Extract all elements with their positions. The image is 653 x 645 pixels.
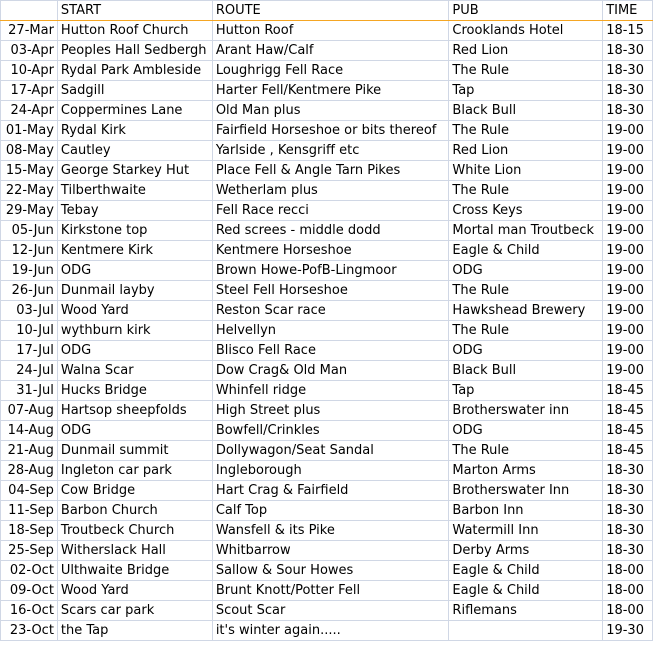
table-row	[1, 61, 653, 81]
pub-cell[interactable]: Brotherswater Inn	[449, 481, 603, 501]
route-cell[interactable]: Wetherlam plus	[212, 181, 449, 201]
route-cell[interactable]: Bowfell/Crinkles	[212, 421, 449, 441]
table-row	[1, 101, 653, 121]
start-cell[interactable]: Rydal Kirk	[57, 121, 212, 141]
start-cell[interactable]: Ingleton car park	[57, 461, 212, 481]
route-cell[interactable]: Whinfell ridge	[212, 381, 449, 401]
time-cell[interactable]: 19-00	[603, 141, 653, 161]
date-cell[interactable]: 16-Oct	[1, 601, 58, 621]
table-row	[1, 541, 653, 561]
table-row	[1, 201, 653, 221]
pub-cell[interactable]: The Rule	[449, 441, 603, 461]
time-cell[interactable]: 19-00	[603, 301, 653, 321]
table-row	[1, 621, 653, 641]
table-row	[1, 501, 653, 521]
date-cell[interactable]: 05-Jun	[1, 221, 58, 241]
route-cell[interactable]: Brown Howe-PofB-Lingmoor	[212, 261, 449, 281]
date-cell[interactable]: 02-Oct	[1, 561, 58, 581]
start-cell[interactable]: ODG	[57, 341, 212, 361]
pub-cell[interactable]: Tap	[449, 81, 603, 101]
date-cell[interactable]: 17-Apr	[1, 81, 58, 101]
pub-cell[interactable]: The Rule	[449, 281, 603, 301]
table-row	[1, 281, 653, 301]
pub-cell[interactable]: Watermill Inn	[449, 521, 603, 541]
route-cell[interactable]: Wansfell & its Pike	[212, 521, 449, 541]
table-row	[1, 601, 653, 621]
table-row	[1, 581, 653, 601]
start-cell[interactable]: Wood Yard	[57, 581, 212, 601]
start-cell[interactable]: Hartsop sheepfolds	[57, 401, 212, 421]
time-cell[interactable]: 18-30	[603, 81, 653, 101]
date-cell[interactable]: 11-Sep	[1, 501, 58, 521]
header-start[interactable]: START	[57, 1, 212, 21]
date-cell[interactable]: 07-Aug	[1, 401, 58, 421]
route-cell[interactable]: Whitbarrow	[212, 541, 449, 561]
table-row	[1, 141, 653, 161]
start-cell[interactable]: Rydal Park Ambleside	[57, 61, 212, 81]
pub-cell[interactable]: The Rule	[449, 61, 603, 81]
date-cell[interactable]: 26-Jun	[1, 281, 58, 301]
time-cell[interactable]: 19-00	[603, 221, 653, 241]
time-cell[interactable]: 19-00	[603, 321, 653, 341]
time-cell[interactable]: 18-00	[603, 561, 653, 581]
table-body	[1, 1, 653, 641]
start-cell[interactable]: Dunmail summit	[57, 441, 212, 461]
table-row	[1, 381, 653, 401]
start-cell[interactable]: Scars car park	[57, 601, 212, 621]
route-cell[interactable]: Brunt Knott/Potter Fell	[212, 581, 449, 601]
table-row	[1, 441, 653, 461]
date-cell[interactable]: 29-May	[1, 201, 58, 221]
time-cell[interactable]: 18-30	[603, 101, 653, 121]
pub-cell[interactable]: Black Bull	[449, 101, 603, 121]
start-cell[interactable]: Troutbeck Church	[57, 521, 212, 541]
pub-cell[interactable]: Derby Arms	[449, 541, 603, 561]
date-cell[interactable]: 31-Jul	[1, 381, 58, 401]
route-cell[interactable]: Sallow & Sour Howes	[212, 561, 449, 581]
date-cell[interactable]: 19-Jun	[1, 261, 58, 281]
date-cell[interactable]: 04-Sep	[1, 481, 58, 501]
start-cell[interactable]: wythburn kirk	[57, 321, 212, 341]
pub-cell[interactable]: Cross Keys	[449, 201, 603, 221]
table-row	[1, 401, 653, 421]
time-cell[interactable]: 19-00	[603, 121, 653, 141]
date-cell[interactable]: 03-Apr	[1, 41, 58, 61]
pub-cell[interactable]: Eagle & Child	[449, 561, 603, 581]
date-cell[interactable]: 12-Jun	[1, 241, 58, 261]
route-cell[interactable]: Scout Scar	[212, 601, 449, 621]
table-row	[1, 301, 653, 321]
start-cell[interactable]: ODG	[57, 261, 212, 281]
start-cell[interactable]: Coppermines Lane	[57, 101, 212, 121]
time-cell[interactable]: 18-30	[603, 61, 653, 81]
date-cell[interactable]: 01-May	[1, 121, 58, 141]
table-row	[1, 341, 653, 361]
pub-cell[interactable]: Crooklands Hotel	[449, 21, 603, 41]
pub-cell[interactable]: Mortal man Troutbeck	[449, 221, 603, 241]
header-time[interactable]: TIME	[603, 1, 653, 21]
time-cell[interactable]: 18-45	[603, 441, 653, 461]
time-cell[interactable]: 19-00	[603, 281, 653, 301]
table-row	[1, 181, 653, 201]
date-cell[interactable]: 21-Aug	[1, 441, 58, 461]
pub-cell[interactable]: Barbon Inn	[449, 501, 603, 521]
header-date[interactable]	[1, 1, 58, 21]
date-cell[interactable]: 08-May	[1, 141, 58, 161]
table-row	[1, 461, 653, 481]
time-cell[interactable]: 18-30	[603, 541, 653, 561]
date-cell[interactable]: 23-Oct	[1, 621, 58, 641]
route-cell[interactable]: Arant Haw/Calf	[212, 41, 449, 61]
route-cell[interactable]: High Street plus	[212, 401, 449, 421]
table-row	[1, 261, 653, 281]
route-cell[interactable]: Dow Crag& Old Man	[212, 361, 449, 381]
start-cell[interactable]: George Starkey Hut	[57, 161, 212, 181]
time-cell[interactable]: 19-00	[603, 341, 653, 361]
date-cell[interactable]: 10-Jul	[1, 321, 58, 341]
route-cell[interactable]: Loughrigg Fell Race	[212, 61, 449, 81]
date-cell[interactable]: 18-Sep	[1, 521, 58, 541]
header-row	[1, 1, 653, 21]
pub-cell[interactable]: Hawkshead Brewery	[449, 301, 603, 321]
time-cell[interactable]: 19-00	[603, 361, 653, 381]
route-cell[interactable]: Reston Scar race	[212, 301, 449, 321]
table-row	[1, 121, 653, 141]
start-cell[interactable]: Dunmail layby	[57, 281, 212, 301]
start-cell[interactable]: Tilberthwaite	[57, 181, 212, 201]
table-row	[1, 321, 653, 341]
route-cell[interactable]: Dollywagon/Seat Sandal	[212, 441, 449, 461]
pub-cell[interactable]: ODG	[449, 261, 603, 281]
start-cell[interactable]: Hutton Roof Church	[57, 21, 212, 41]
time-cell[interactable]: 19-00	[603, 261, 653, 281]
start-cell[interactable]: Peoples Hall Sedbergh	[57, 41, 212, 61]
pub-cell[interactable]: The Rule	[449, 121, 603, 141]
time-cell[interactable]: 18-45	[603, 381, 653, 401]
start-cell[interactable]: Barbon Church	[57, 501, 212, 521]
route-cell[interactable]: Blisco Fell Race	[212, 341, 449, 361]
table-row	[1, 21, 653, 41]
route-cell[interactable]: Calf Top	[212, 501, 449, 521]
date-cell[interactable]: 10-Apr	[1, 61, 58, 81]
route-cell[interactable]: Red screes - middle dodd	[212, 221, 449, 241]
pub-cell[interactable]: Brotherswater inn	[449, 401, 603, 421]
date-cell[interactable]: 24-Jul	[1, 361, 58, 381]
start-cell[interactable]: Wood Yard	[57, 301, 212, 321]
route-cell[interactable]: Steel Fell Horseshoe	[212, 281, 449, 301]
date-cell[interactable]: 24-Apr	[1, 101, 58, 121]
route-cell[interactable]: Kentmere Horseshoe	[212, 241, 449, 261]
time-cell[interactable]: 19-00	[603, 241, 653, 261]
start-cell[interactable]: Sadgill	[57, 81, 212, 101]
time-cell[interactable]: 18-30	[603, 481, 653, 501]
start-cell[interactable]: Walna Scar	[57, 361, 212, 381]
date-cell[interactable]: 14-Aug	[1, 421, 58, 441]
route-cell[interactable]: Fell Race recci	[212, 201, 449, 221]
table-row	[1, 221, 653, 241]
table-row	[1, 361, 653, 381]
time-cell[interactable]: 19-00	[603, 201, 653, 221]
table-row	[1, 421, 653, 441]
route-cell[interactable]: Hart Crag & Fairfield	[212, 481, 449, 501]
pub-cell[interactable]	[449, 621, 603, 641]
pub-cell[interactable]: ODG	[449, 341, 603, 361]
route-cell[interactable]: Harter Fell/Kentmere Pike	[212, 81, 449, 101]
route-cell[interactable]: Ingleborough	[212, 461, 449, 481]
time-cell[interactable]: 18-30	[603, 501, 653, 521]
route-cell[interactable]: Place Fell & Angle Tarn Pikes	[212, 161, 449, 181]
header-pub[interactable]: PUB	[449, 1, 603, 21]
pub-cell[interactable]: Riflemans	[449, 601, 603, 621]
time-cell[interactable]: 18-00	[603, 601, 653, 621]
date-cell[interactable]: 15-May	[1, 161, 58, 181]
table-row	[1, 241, 653, 261]
pub-cell[interactable]: Eagle & Child	[449, 241, 603, 261]
pub-cell[interactable]: Eagle & Child	[449, 581, 603, 601]
pub-cell[interactable]: ODG	[449, 421, 603, 441]
table-row	[1, 521, 653, 541]
start-cell[interactable]: ODG	[57, 421, 212, 441]
table-row	[1, 41, 653, 61]
time-cell[interactable]: 18-00	[603, 581, 653, 601]
table-row	[1, 481, 653, 501]
date-cell[interactable]: 09-Oct	[1, 581, 58, 601]
time-cell[interactable]: 18-45	[603, 421, 653, 441]
table-row	[1, 161, 653, 181]
start-cell[interactable]: Kirkstone top	[57, 221, 212, 241]
pub-cell[interactable]: The Rule	[449, 181, 603, 201]
time-cell[interactable]: 18-30	[603, 521, 653, 541]
route-cell[interactable]: Old Man plus	[212, 101, 449, 121]
start-cell[interactable]: Tebay	[57, 201, 212, 221]
route-cell[interactable]: Helvellyn	[212, 321, 449, 341]
table-row	[1, 561, 653, 581]
start-cell[interactable]: Hucks Bridge	[57, 381, 212, 401]
pub-cell[interactable]: Tap	[449, 381, 603, 401]
route-cell[interactable]: Fairfield Horseshoe or bits thereof	[212, 121, 449, 141]
pub-cell[interactable]: Marton Arms	[449, 461, 603, 481]
time-cell[interactable]: 19-30	[603, 621, 653, 641]
route-cell[interactable]: it's winter again.....	[212, 621, 449, 641]
date-cell[interactable]: 17-Jul	[1, 341, 58, 361]
start-cell[interactable]: Cautley	[57, 141, 212, 161]
start-cell[interactable]: Cow Bridge	[57, 481, 212, 501]
start-cell[interactable]: the Tap	[57, 621, 212, 641]
start-cell[interactable]: Witherslack Hall	[57, 541, 212, 561]
time-cell[interactable]: 18-45	[603, 401, 653, 421]
pub-cell[interactable]: The Rule	[449, 321, 603, 341]
time-cell[interactable]: 19-00	[603, 161, 653, 181]
pub-cell[interactable]: Black Bull	[449, 361, 603, 381]
time-cell[interactable]: 18-15	[603, 21, 653, 41]
date-cell[interactable]: 27-Mar	[1, 21, 58, 41]
route-cell[interactable]: Yarlside , Kensgriff etc	[212, 141, 449, 161]
date-cell[interactable]: 25-Sep	[1, 541, 58, 561]
date-cell[interactable]: 03-Jul	[1, 301, 58, 321]
time-cell[interactable]: 18-30	[603, 41, 653, 61]
table-row	[1, 81, 653, 101]
date-cell[interactable]: 22-May	[1, 181, 58, 201]
pub-cell[interactable]: White Lion	[449, 161, 603, 181]
start-cell[interactable]: Kentmere Kirk	[57, 241, 212, 261]
route-cell[interactable]: Hutton Roof	[212, 21, 449, 41]
time-cell[interactable]: 18-30	[603, 461, 653, 481]
date-cell[interactable]: 28-Aug	[1, 461, 58, 481]
start-cell[interactable]: Ulthwaite Bridge	[57, 561, 212, 581]
header-route[interactable]: ROUTE	[212, 1, 449, 21]
pub-cell[interactable]: Red Lion	[449, 41, 603, 61]
pub-cell[interactable]: Red Lion	[449, 141, 603, 161]
time-cell[interactable]: 19-00	[603, 181, 653, 201]
